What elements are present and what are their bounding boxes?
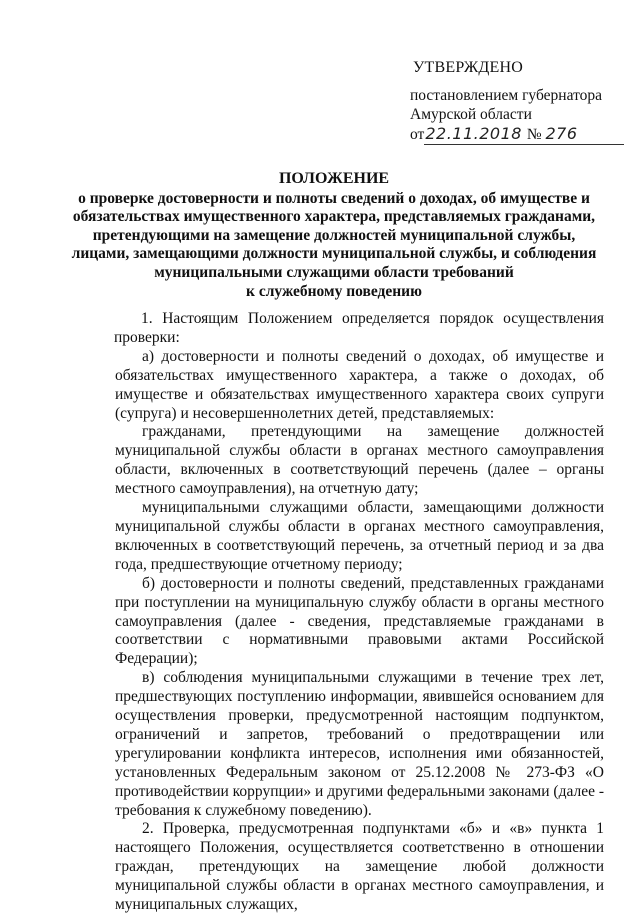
title-line: претендующими на замещение должностей муниципальной службы, xyxy=(92,226,576,244)
paragraph-1b: б) достоверности и полноты сведений, представленных гражданами при поступлении на муниципальную службу области в органы местного самоуправления (далее - сведения, представляемые гражданами в соответствии с нормативными правовыми актами Российской Федерации); xyxy=(115,574,604,668)
title-line: к служебному поведению xyxy=(246,282,422,300)
title-line: обязательствах имущественного характера, представляемых гражданами, xyxy=(72,208,596,226)
paragraph-1c: в) соблюдения муниципальными служащими в течение трех лет, предшествующих поступлению информации, явившейся основанием для осуществления проверки, предусмотренной настоящим подпунктом, ограничений и запретов, требований о предотвращении или урегулировании конфликта интересов, исполнения ими обязанностей, установленных Федеральным законом от 25.12.2008 № 273-ФЗ «О противодействии коррупции» и другими федеральными законами (далее - требования к служебному поведению). xyxy=(115,669,604,819)
approval-number: 276 xyxy=(545,124,578,143)
paragraph-1a-servants: муниципальными служащими области, замещающими должности муниципальной службы области в органах местного самоуправления, включенных в соответствующий перечень, за отчетный период и за два года, предшествующие отчетному периоду; xyxy=(115,499,604,573)
title-heading: ПОЛОЖЕНИЕ xyxy=(278,170,390,187)
approval-authority: постановлением губернатора xyxy=(410,87,603,104)
title-line: муниципальными служащими области требований xyxy=(154,263,514,281)
title-line: лицами, замещающими должности муниципальной службы, и соблюдения xyxy=(71,245,597,263)
number-prefix: № xyxy=(526,126,542,143)
document-title xyxy=(60,170,608,301)
document-body xyxy=(115,310,604,915)
title-line: о проверке достоверности и полноты сведений о доходах, об имуществе и xyxy=(78,189,590,207)
approval-region: Амурской области xyxy=(410,106,532,123)
approval-date-number xyxy=(410,124,624,145)
paragraph-1a-citizens: гражданами, претендующими на замещение должностей муниципальной службы области в органах местного самоуправления области, включенных в соответствующий перечень (далее – органы местного самоуправления), на отчетную дату; xyxy=(115,423,604,498)
paragraph-1: 1. Настоящим Положением определяется порядок осуществления проверки: xyxy=(114,310,604,346)
paragraph-1a: а) достоверности и полноты сведений о доходах, об имуществе и обязательствах имущественного характера, а также о доходах, об имуществе и обязательствах имущественного характера своих супруги (супруга) и несовершеннолетних детей, представляемых: xyxy=(115,347,604,422)
approval-stamp xyxy=(410,58,624,145)
approval-heading: УТВЕРЖДЕНО xyxy=(413,59,524,76)
from-prefix: от xyxy=(410,126,425,143)
paragraph-2: 2. Проверка, предусмотренная подпунктами «б» и «в» пункта 1 настоящего Положения, осуществляется соответственно в отношении граждан, претендующих на замещение любой должности муниципальной службы области в органах местного самоуправления, и муниципальных служащих, xyxy=(115,820,604,914)
date-number-field xyxy=(424,124,624,145)
approval-date: 22.11.2018 xyxy=(425,124,522,143)
